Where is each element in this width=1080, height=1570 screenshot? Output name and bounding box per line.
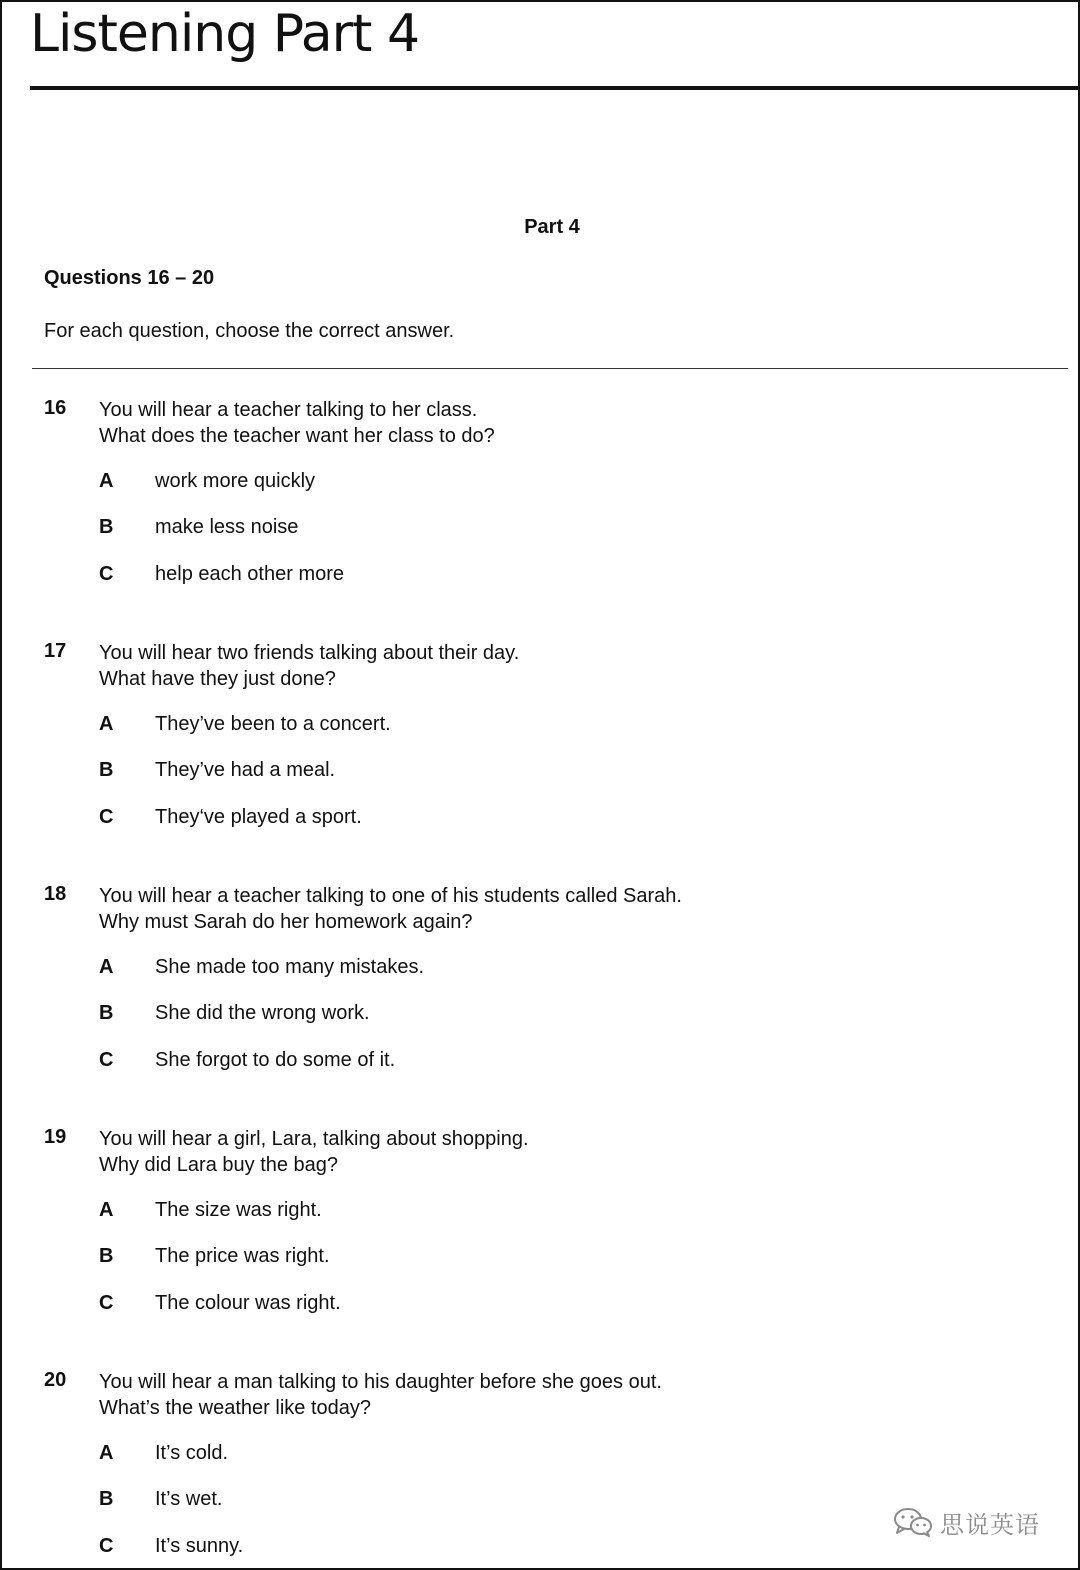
option-c[interactable] xyxy=(2,806,902,832)
title-divider xyxy=(30,86,1078,90)
option-c[interactable] xyxy=(2,563,902,589)
instruction-text: For each question, choose the correct answer. xyxy=(44,320,455,342)
question-number: 16 xyxy=(44,397,67,419)
questions-range: Questions 16 – 20 xyxy=(44,267,215,289)
question-ask: Why must Sarah do her homework again? xyxy=(99,911,473,933)
question-prompt xyxy=(99,1369,662,1421)
option-b[interactable] xyxy=(2,1002,902,1028)
watermark xyxy=(892,1504,1040,1540)
option-letter: B xyxy=(99,1245,114,1267)
option-c[interactable] xyxy=(2,1049,902,1075)
option-a[interactable] xyxy=(2,956,902,982)
option-text: It’s sunny. xyxy=(155,1535,244,1557)
watermark-text: 思说英语 xyxy=(940,1510,1040,1539)
option-a[interactable] xyxy=(2,713,902,739)
option-text: She did the wrong work. xyxy=(155,1002,370,1024)
question-ask: What’s the weather like today? xyxy=(99,1397,372,1419)
question-number: 17 xyxy=(44,640,67,662)
option-b[interactable] xyxy=(2,516,902,542)
question-prompt xyxy=(99,640,519,692)
question-ask: Why did Lara buy the bag? xyxy=(99,1154,339,1176)
option-letter: C xyxy=(99,806,114,828)
option-text: She forgot to do some of it. xyxy=(155,1049,396,1071)
option-text: The size was right. xyxy=(155,1199,322,1221)
option-letter: C xyxy=(99,1535,114,1557)
question-context: You will hear a man talking to his daughter before she goes out. xyxy=(99,1371,662,1393)
section-divider xyxy=(32,368,1068,369)
question-ask: What does the teacher want her class to do? xyxy=(99,425,495,447)
option-a[interactable] xyxy=(2,1442,902,1468)
question-context: You will hear a teacher talking to her class. xyxy=(99,399,478,421)
question-context: You will hear a teacher talking to one of his students called Sarah. xyxy=(99,885,682,907)
page-title: Listening Part 4 xyxy=(30,4,420,64)
option-letter: B xyxy=(99,1488,114,1510)
option-b[interactable] xyxy=(2,1245,902,1271)
option-letter: A xyxy=(99,713,114,735)
option-text: They‘ve played a sport. xyxy=(155,806,362,828)
option-a[interactable] xyxy=(2,1199,902,1225)
wechat-icon xyxy=(892,1506,934,1538)
option-text: help each other more xyxy=(155,563,345,585)
question-context: You will hear two friends talking about their day. xyxy=(99,642,520,664)
option-letter: A xyxy=(99,1442,114,1464)
question-prompt xyxy=(99,1126,529,1178)
option-c[interactable] xyxy=(2,1535,902,1561)
question-ask: What have they just done? xyxy=(99,668,336,690)
option-text: The price was right. xyxy=(155,1245,330,1267)
question-prompt xyxy=(99,397,495,449)
option-text: work more quickly xyxy=(155,470,316,492)
option-c[interactable] xyxy=(2,1292,902,1318)
question-number: 20 xyxy=(44,1369,67,1391)
option-letter: B xyxy=(99,1002,114,1024)
question-prompt xyxy=(99,883,682,935)
option-b[interactable] xyxy=(2,759,902,785)
option-text: They’ve had a meal. xyxy=(155,759,336,781)
question-number: 18 xyxy=(44,883,67,905)
option-text: The colour was right. xyxy=(155,1292,341,1314)
option-letter: B xyxy=(99,759,114,781)
option-a[interactable] xyxy=(2,470,902,496)
option-letter: C xyxy=(99,1292,114,1314)
question-number: 19 xyxy=(44,1126,67,1148)
option-text: make less noise xyxy=(155,516,299,538)
option-letter: A xyxy=(99,1199,114,1221)
option-letter: B xyxy=(99,516,114,538)
option-letter: C xyxy=(99,563,114,585)
question-context: You will hear a girl, Lara, talking about shopping. xyxy=(99,1128,529,1150)
option-text: They’ve been to a concert. xyxy=(155,713,391,735)
option-b[interactable] xyxy=(2,1488,902,1514)
option-letter: A xyxy=(99,956,114,978)
part-heading: Part 4 xyxy=(524,216,580,238)
option-letter: C xyxy=(99,1049,114,1071)
option-letter: A xyxy=(99,470,114,492)
option-text: She made too many mistakes. xyxy=(155,956,425,978)
option-text: It’s cold. xyxy=(155,1442,228,1464)
option-text: It’s wet. xyxy=(155,1488,223,1510)
